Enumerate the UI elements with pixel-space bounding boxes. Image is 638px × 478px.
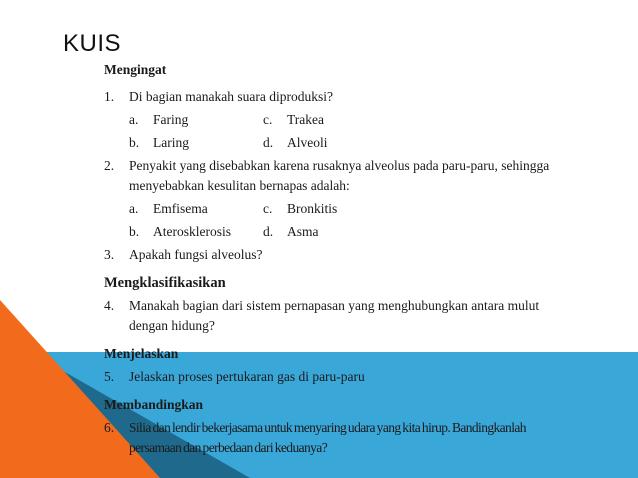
option-text: Laring [153, 135, 189, 150]
option-letter: d. [263, 135, 274, 150]
section-heading: Mengingat [104, 62, 167, 77]
options-row [104, 133, 564, 153]
question-text: Di bagian manakah suara diproduksi? [129, 89, 333, 104]
question-number: 6. [104, 420, 115, 435]
question-text: Penyakit yang disebabkan karena rusaknya alveolus pada paru-paru, sehingga menyebabkan kesulitan bernapas adalah: [129, 158, 550, 193]
question-text: Silia dan lendir bekerjasama untuk menyaring udara yang kita hirup. Bandingkanlah persamaan dan perbedaan dari keduanya? [129, 420, 526, 455]
question-4 [104, 296, 564, 336]
question-text: Apakah fungsi alveolus? [129, 247, 263, 262]
question-number: 2. [104, 158, 115, 173]
option-letter: b. [129, 224, 140, 239]
option-letter: c. [263, 201, 273, 216]
options-row [104, 222, 564, 242]
option-letter: a. [129, 201, 139, 216]
question-number: 3. [104, 247, 115, 262]
options-row [104, 199, 564, 219]
question-text: Manakah bagian dari sistem pernapasan yang menghubungkan antara mulut dengan hidung? [129, 298, 540, 333]
option-text: Trakea [287, 112, 324, 127]
option-text: Emfisema [153, 201, 208, 216]
slide-title: KUIS [63, 30, 122, 57]
option-text: Faring [153, 112, 189, 127]
question-number: 4. [104, 298, 115, 313]
section-heading: Membandingkan [104, 397, 204, 412]
question-5 [104, 367, 564, 387]
quiz-content [104, 60, 564, 458]
option-text: Bronkitis [287, 201, 338, 216]
option-letter: b. [129, 135, 140, 150]
section-heading: Mengklasifikasikan [104, 275, 226, 291]
question-3 [104, 245, 564, 265]
section-heading: Menjelaskan [104, 346, 179, 361]
question-2 [104, 156, 564, 196]
question-text: Jelaskan proses pertukaran gas di paru-paru [129, 369, 365, 384]
option-letter: d. [263, 224, 274, 239]
question-number: 1. [104, 89, 115, 104]
option-text: Alveoli [287, 135, 328, 150]
question-number: 5. [104, 369, 115, 384]
options-row [104, 110, 564, 130]
option-text: Asma [287, 224, 319, 239]
question-6 [104, 418, 564, 458]
option-letter: a. [129, 112, 139, 127]
option-letter: c. [263, 112, 273, 127]
question-1 [104, 87, 564, 107]
option-text: Aterosklerosis [153, 224, 231, 239]
